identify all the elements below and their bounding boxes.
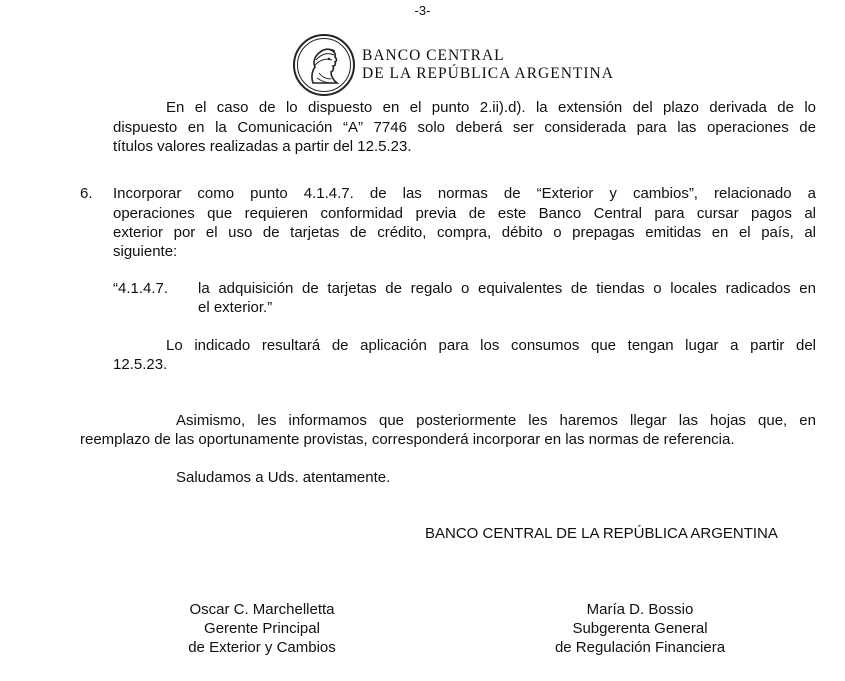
- right-signer-department: de Regulación Financiera: [554, 639, 726, 656]
- item6-number: 6.: [80, 185, 93, 202]
- note-line1: Lo indicado resultará de aplicación para los consumos que tengan lugar a partir del: [166, 337, 816, 354]
- para2-line1: Asimismo, les informamos que posteriormente les haremos llegar las hojas que, en: [176, 412, 816, 429]
- item6-line1: Incorporar como punto 4.1.4.7. de las normas de “Exterior y cambios”, relacionado a: [113, 185, 816, 202]
- para2-line2: reemplazo de las oportunamente provistas, corresponderá incorporar en las normas de referencia.: [80, 431, 735, 448]
- para1-line2: dispuesto en la Comunicación “A” 7746 solo deberá ser considerada para las operaciones de: [113, 119, 816, 136]
- signature-institution: BANCO CENTRAL DE LA REPÚBLICA ARGENTINA: [425, 525, 778, 542]
- page-number: -3-: [414, 3, 431, 18]
- bank-name-line2: DE LA REPÚBLICA ARGENTINA: [362, 65, 614, 82]
- para1-line1: En el caso de lo dispuesto en el punto 2.ii).d). la extensión del plazo derivada de lo: [166, 99, 816, 116]
- left-signer-name: Oscar C. Marchelletta: [189, 601, 335, 618]
- quote-number: “4.1.4.7.: [113, 280, 169, 297]
- note-line2: 12.5.23.: [113, 356, 168, 373]
- right-signer-name: María D. Bossio: [586, 601, 694, 618]
- item6-line3: exterior por el uso de tarjetas de crédito, compra, débito o prepagas emitidas en el país, al: [113, 224, 816, 241]
- quote-line2: el exterior.”: [198, 299, 273, 316]
- quote-line1: la adquisición de tarjetas de regalo o equivalentes de tiendas o locales radicados en: [198, 280, 816, 297]
- right-signer-title: Subgerenta General: [572, 620, 708, 637]
- item6-line2: operaciones que requieren conformidad previa de este Banco Central para cursar pagos al: [113, 205, 816, 222]
- item6-line4: siguiente:: [113, 243, 178, 260]
- left-signer-department: de Exterior y Cambios: [188, 639, 336, 656]
- bcra-effigy-seal-icon: [291, 33, 357, 97]
- bank-name-line1: BANCO CENTRAL: [362, 47, 505, 64]
- closing-line: Saludamos a Uds. atentamente.: [176, 469, 391, 486]
- para1-line3: títulos valores realizadas a partir del 12.5.23.: [113, 138, 412, 155]
- left-signer-title: Gerente Principal: [204, 620, 320, 637]
